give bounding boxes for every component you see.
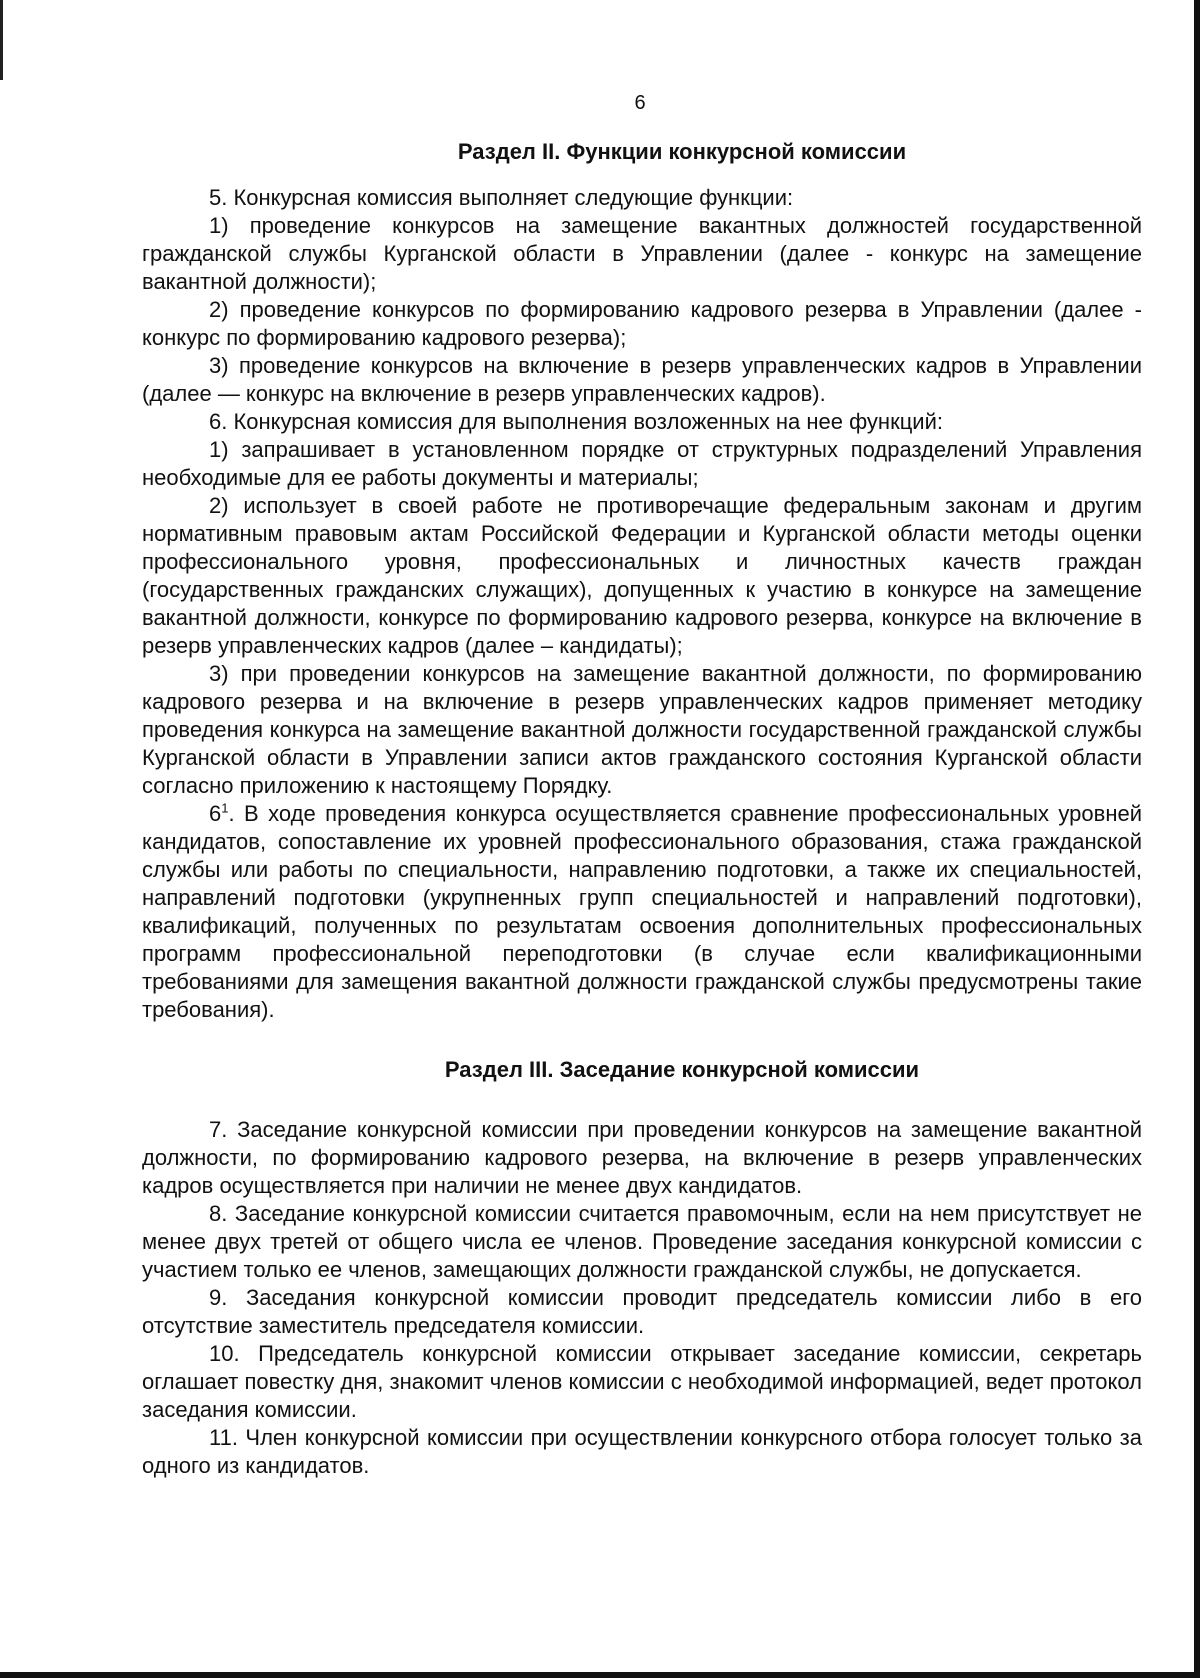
paragraph-5-3: 3) проведение конкурсов на включение в резерв управленческих кадров в Управлении (далее — конкурс на включение в резерв управленческих кадров).: [142, 353, 1142, 406]
paragraph-9: 9. Заседания конкурсной комиссии проводит председатель комиссии либо в его отсутствие заместитель председателя комиссии.: [142, 1285, 1142, 1338]
paragraph-5: 5. Конкурсная комиссия выполняет следующие функции:: [209, 185, 794, 210]
paragraph-7: 7. Заседание конкурсной комиссии при проведении конкурсов на замещение вакантной должности, по формированию кадрового резерва, на включение в резерв управленческих кадров осуществляется при наличии не менее двух кандидатов.: [142, 1117, 1142, 1198]
superscript: 1: [221, 800, 229, 816]
page-number: 6: [634, 92, 646, 114]
paragraph-6: 6. Конкурсная комиссия для выполнения возложенных на нее функций:: [209, 409, 943, 434]
paragraph-5-1: 1) проведение конкурсов на замещение вакантных должностей государственной гражданской службы Курганской области в Управлении (далее - конкурс на замещение вакантной должности);: [142, 213, 1142, 294]
paragraph-6-superscript-1: [142, 800, 1142, 1024]
paragraph-5-2: 2) проведение конкурсов по формированию кадрового резерва в Управлении (далее - конкурс по формированию кадрового резерва);: [142, 297, 1142, 350]
paragraph-6-2: 2) использует в своей работе не противоречащие федеральным законам и другим нормативным правовым актам Российской Федерации и Курганской области методы оценки профессионального уровня, профессиональных и личностных качеств граждан (государственных гражданских служащих), допущенных к участию в конкурсе на замещение вакантной должности, конкурсе по формированию кадрового резерва, конкурсе на включение в резерв управленческих кадров (далее – кандидаты);: [142, 493, 1142, 658]
section-2-heading: Раздел II. Функции конкурсной комиссии: [457, 139, 907, 164]
paragraph-text: . В ходе проведения конкурса осуществляется сравнение профессиональных уровней кандидатов, сопоставление их уровней профессионального образования, стажа гражданской службы или работы по специальности, направлению подготовки, а также их специальностей, направлений подготовки (укрупненных групп специальностей и направлений подготовки), квалификаций, полученных по результатам освоения дополнительных профессиональных программ профессиональной переподготовки (в случае если квалификационными требованиями для замещения вакантной должности гражданской службы предусмотрены такие требования).: [142, 801, 1142, 1022]
scan-edge-bottom: [0, 1672, 1200, 1678]
paragraph-number: 6: [209, 801, 222, 826]
section-3-heading: Раздел III. Заседание конкурсной комиссии: [444, 1057, 920, 1082]
paragraph-11: 11. Член конкурсной комиссии при осуществлении конкурсного отбора голосует только за одного из кандидатов.: [142, 1425, 1142, 1478]
document-body: [142, 138, 1142, 1480]
paragraph-10: 10. Председатель конкурсной комиссии открывает заседание комиссии, секретарь оглашает повестку дня, знакомит членов комиссии с необходимой информацией, ведет протокол заседания комиссии.: [142, 1341, 1142, 1422]
scan-edge-left: [0, 0, 3, 80]
paragraph-6-1: 1) запрашивает в установленном порядке от структурных подразделений Управления необходимые для ее работы документы и материалы;: [142, 437, 1142, 490]
scan-edge-right: [1194, 0, 1200, 1678]
paragraph-6-3: 3) при проведении конкурсов на замещение вакантной должности, по формированию кадрового резерва и на включение в резерв управленческих кадров применяет методику проведения конкурса на замещение вакантной должности государственной гражданской службы Курганской области в Управлении записи актов гражданского состояния Курганской области согласно приложению к настоящему Порядку.: [142, 661, 1142, 798]
paragraph-8: 8. Заседание конкурсной комиссии считается правомочным, если на нем присутствует не менее двух третей от общего числа ее членов. Проведение заседания конкурсной комиссии с участием только ее членов, замещающих должности гражданской службы, не допускается.: [142, 1201, 1142, 1282]
